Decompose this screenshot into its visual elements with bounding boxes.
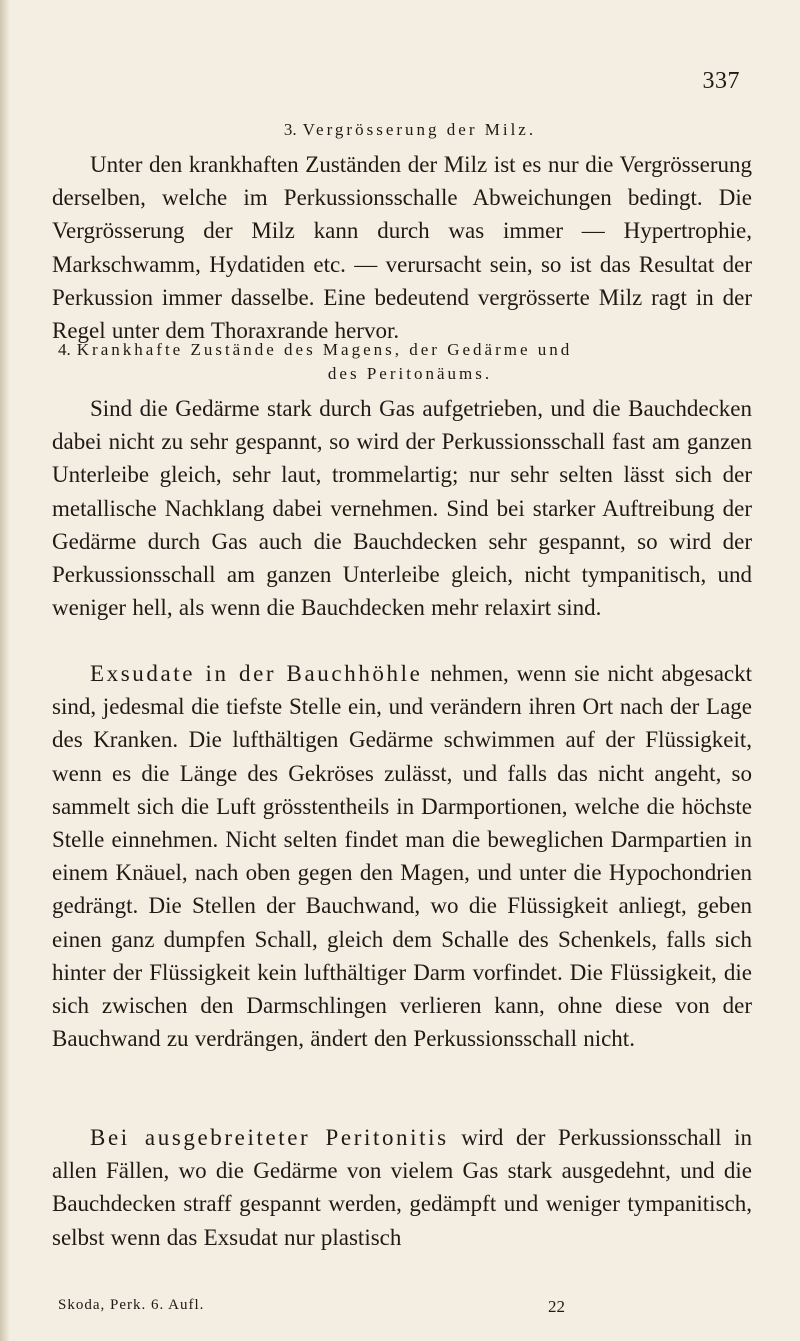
section-3-paragraph: Unter den krankhaften Zuständen der Milz ist es nur die Vergrösserung derselben, welche im Perkussionsschalle Abweichungen bedingt. Die Vergrösserung der Milz kann durch was immer — Hypertrophie, Markschwamm, Hydatiden etc. — verursacht sein, so ist das Resultat der Perkussion immer dasselbe. Eine bedeutend vergrösserte Milz ragt in der Regel unter dem Thoraxrande hervor. [52, 152, 752, 344]
section-3-heading [60, 120, 760, 140]
section-4-heading-line-1: 4. Krankhafte Zustände des Magens, der Gedärme und [58, 340, 573, 359]
page-number: 337 [702, 68, 740, 94]
peritonitis-lead: Bei ausgebreiteter Peritonitis [90, 1125, 449, 1150]
section-4-number: 4. [58, 340, 71, 359]
section-3-number: 3. [283, 120, 297, 139]
section-4-heading-line-2: des Peritonäums. [327, 364, 493, 383]
section-4-paragraph-1: Sind die Gedärme stark durch Gas aufgetrieben, und die Bauchdecken dabei nicht zu sehr gespannt, so wird der Perkussionsschall fast am ganzen Unterleibe gleich, sehr laut, trommelartig; nur sehr selten lässt sich der metallische Nachklang dabei vernehmen. Sind bei starker Auftreibung der Gedärme durch Gas auch die Bauchdecken sehr gespannt, so wird der Perkussionsschall am ganzen Unterleibe gleich, nicht tympanitisch, und weniger hell, als wenn die Bauchdecken mehr relaxirt sind. [52, 396, 752, 621]
printer-signature: Skoda, Perk. 6. Aufl. [58, 1297, 205, 1313]
page-footer [58, 1297, 758, 1319]
page-edge-shadow [0, 0, 10, 1341]
section-4-paragraph-3: Bei ausgebreiteter Peritonitis wird der Perkussionsschall in allen Fällen, wo die Gedärme von vielem Gas stark ausgedehnt, und die Bauchdecken straff gespannt werden, gedämpft und weniger tympanitisch, selbst wenn das Exsudat nur plastisch [52, 1125, 753, 1250]
section-3-title: Vergrösserung der Milz. [302, 120, 537, 139]
exsudate-lead: Exsudate in der Bauchhöhle [90, 661, 423, 686]
signature-number: 22 [548, 1297, 565, 1316]
section-4-paragraph-2: Exsudate in der Bauchhöhle nehmen, wenn sie nicht abgesackt sind, jedesmal die tiefste Stelle ein, und verändern ihren Ort nach der Lage des Kranken. Die lufthältigen Gedärme schwimmen auf der Flüssigkeit, wenn es die Länge des Gekröses zulässt, und falls das nicht angeht, so sammelt sich die Luft grösstentheils in Darmportionen, welche die höchste Stelle einnehmen. Nicht selten findet man die beweglichen Darmpartien in einem Knäuel, nach oben gegen den Magen, und unter die Hypochondrien gedrängt. Die Stellen der Bauchwand, wo die Flüssigkeit anliegt, geben einen ganz dumpfen Schall, gleich dem Schalle des Schenkels, falls sich hinter der Flüssigkeit kein lufthältiger Darm vorfindet. Die Flüssigkeit, die sich zwischen den Darmschlingen verlieren kann, ohne diese von der Bauchwand zu verdrängen, ändert den Perkussionsschall nicht. [52, 661, 752, 1052]
